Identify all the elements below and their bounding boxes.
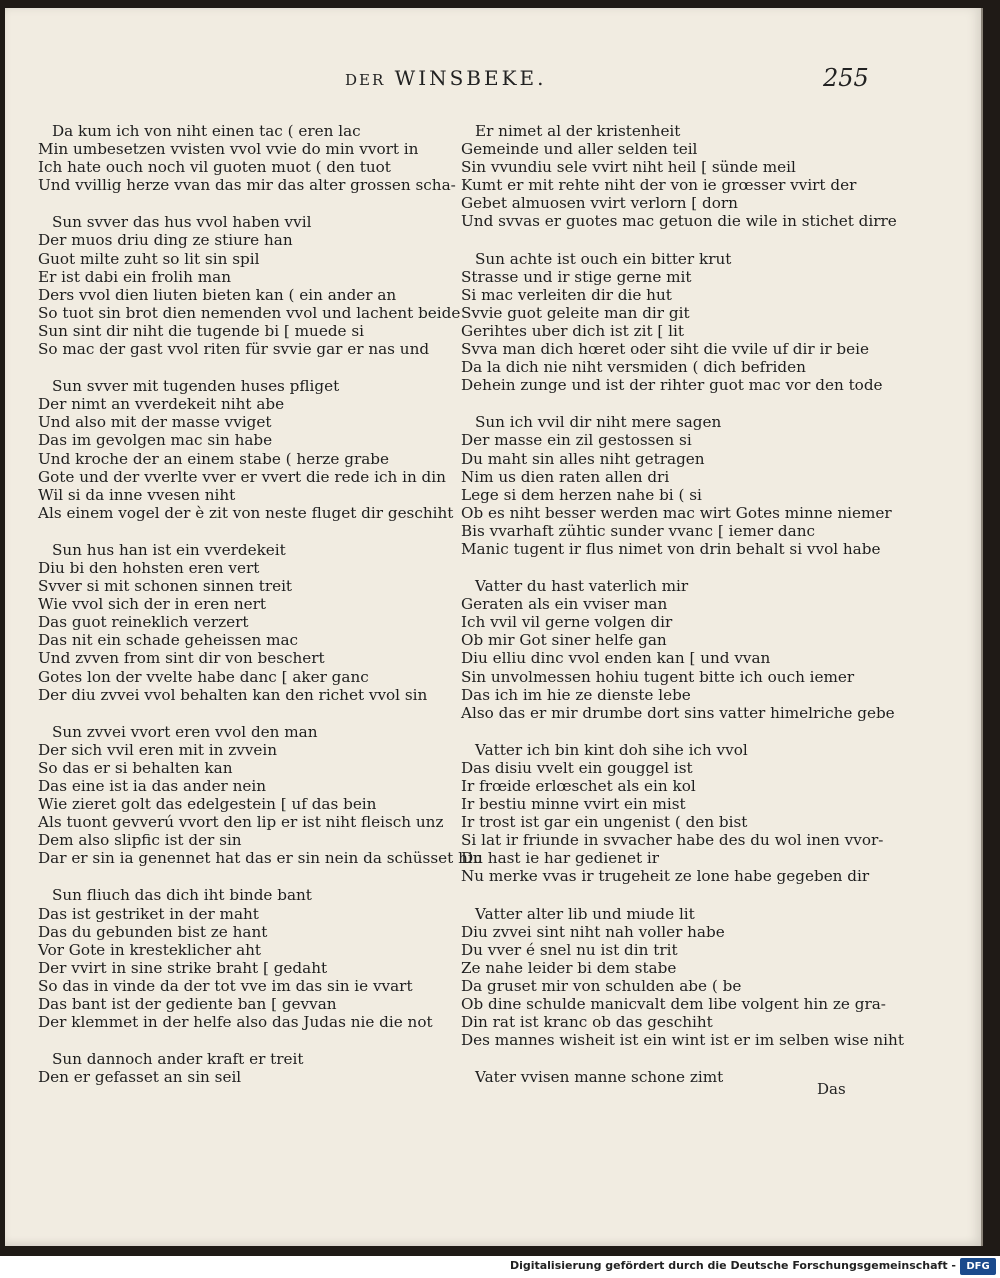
verse-line: Diu zvvei sint niht nah voller habe — [461, 922, 725, 941]
verse-line: Vatter ich bin kint doh sihe ich vvol — [475, 740, 748, 759]
verse-line: Geraten als ein vviser man — [461, 595, 668, 614]
verse-line: Der klemmet in der helfe also das Judas nie die not — [38, 1013, 433, 1032]
verse-line: Ze nahe leider bi dem stabe — [461, 958, 677, 977]
verse-line: Manic tugent ir flus nimet von drin behalt si vvol habe — [461, 539, 881, 558]
verse-line: Sun dannoch ander kraft er treit — [52, 1050, 304, 1069]
left-column — [38, 122, 483, 1105]
verse-line: Sun fliuch das dich iht binde bant — [52, 886, 312, 905]
verse-line: Diu elliu dinc vvol enden kan [ und vvan — [461, 649, 771, 668]
verse-line: Sin unvolmessen hohiu tugent bitte ich ouch iemer — [461, 667, 855, 686]
stanza — [461, 1068, 873, 1086]
verse-line: Das disiu vvelt ein gouggel ist — [461, 758, 693, 777]
verse-line: Si mac verleiten dir die hut — [461, 285, 672, 304]
book-page — [5, 8, 983, 1246]
verse-line: Und zvven from sint dir von beschert — [38, 649, 325, 668]
verse-line: Dar er sin ia genennet hat das er sin nein da schüsset hin — [38, 849, 483, 868]
verse-line: Kumt er mit rehte niht der von ie grœsser vvirt der — [461, 176, 857, 195]
verse-line: Als tuont gevverú vvort den lip er ist niht fleisch unz — [38, 813, 444, 832]
verse-line: Bis vvarhaft zühtic sunder vvanc [ iemer danc — [461, 521, 815, 540]
verse-line: Nu merke vvas ir trugeheit ze lone habe gegeben dir — [461, 867, 870, 886]
verse-line: Vater vvisen manne schone zimt — [475, 1068, 724, 1087]
page-number: 255 — [823, 64, 869, 92]
verse-line: Das ich im hie ze dienste lebe — [461, 685, 691, 704]
verse-line: Das nit ein schade geheissen mac — [38, 631, 299, 650]
verse-line: Sun ich vvil dir niht mere sagen — [475, 413, 722, 432]
stanza — [38, 541, 448, 704]
stanza — [461, 122, 897, 231]
verse-line: Und kroche der an einem stabe ( herze grabe — [38, 449, 389, 468]
verse-line: Und also mit der masse vviget — [38, 413, 272, 432]
stanza — [38, 722, 483, 868]
running-head-title: WINSBEKE. — [394, 66, 547, 90]
verse-line: Ders vvol dien liuten bieten kan ( ein ander an — [38, 285, 397, 304]
verse-line: Das guot reineklich verzert — [38, 613, 249, 632]
stanza — [38, 213, 461, 359]
footer-bar — [0, 1256, 1000, 1278]
stanza — [461, 249, 883, 395]
verse-line: Gerihtes uber dich ist zit [ lit — [461, 321, 684, 340]
verse-line: Lege si dem herzen nahe bi ( si — [461, 485, 702, 504]
verse-line: Ich hate ouch noch vil guoten muot ( den tuot — [38, 158, 391, 177]
verse-line: Das ist gestriket in der maht — [38, 904, 259, 923]
verse-line: Sun zvvei vvort eren vvol den man — [52, 722, 318, 741]
verse-line: Du maht sin alles niht getragen — [461, 449, 705, 468]
verse-line: So das er si behalten kan — [38, 758, 233, 777]
stanza — [461, 577, 895, 722]
verse-line: Svvie guot geleite man dir git — [461, 303, 690, 322]
stanza — [461, 413, 892, 558]
verse-line: Und vvillig herze vvan das mir das alter grossen scha- — [38, 176, 456, 195]
verse-line: Da kum ich von niht einen tac ( eren lac — [52, 122, 361, 140]
verse-line: Dehein zunge und ist der rihter guot mac vor den tode — [461, 376, 883, 395]
verse-line: Wil si da inne vvesen niht — [38, 485, 236, 504]
verse-line: Vor Gote in kresteklicher aht — [38, 940, 262, 959]
verse-line: Da la dich nie niht versmiden ( dich befriden — [461, 358, 806, 377]
verse-line: Ich vvil vil gerne volgen dir — [461, 613, 673, 632]
verse-line: Er ist dabi ein frolih man — [38, 267, 231, 286]
stanza — [38, 886, 448, 1031]
verse-line: So mac der gast vvol riten für svvie gar er nas und — [38, 340, 430, 359]
verse-line: Das bant ist der gediente ban [ gevvan — [38, 995, 337, 1014]
verse-line: Vatter alter lib und miude lit — [475, 904, 695, 923]
catchword: Das — [817, 1080, 846, 1098]
verse-line: Er nimet al der kristenheit — [475, 122, 681, 140]
verse-line: Diu bi den hohsten eren vert — [38, 558, 260, 577]
verse-line: Ob dine schulde manicvalt dem libe volgent hin ze gra- — [461, 995, 886, 1014]
verse-line: Din rat ist kranc ob das geschiht — [461, 1013, 713, 1032]
stanza — [38, 122, 456, 195]
verse-line: So tuot sin brot dien nemenden vvol und lachent beide — [38, 303, 461, 322]
verse-line: Der masse ein zil gestossen si — [461, 431, 692, 450]
verse-line: Den er gefasset an sin seil — [38, 1068, 242, 1087]
verse-line: Nim us dien raten allen dri — [461, 467, 670, 486]
verse-line: Gemeinde und aller selden teil — [461, 140, 698, 159]
verse-line: Min umbesetzen vvisten vvol vvie do min vvort in — [38, 140, 419, 159]
verse-line: Als einem vogel der è zit von neste fluget dir geschiht — [38, 503, 454, 522]
verse-line: Sun hus han ist ein vverdekeit — [52, 540, 286, 559]
stanza — [38, 1050, 448, 1086]
verse-line: Guot milte zuht so lit sin spil — [38, 249, 260, 268]
verse-line: Dem also slipfic ist der sin — [38, 831, 242, 850]
verse-line: Svver si mit schonen sinnen treit — [38, 577, 293, 596]
verse-line: Svva man dich hœret oder siht die vvile uf dir ir beie — [461, 340, 869, 359]
verse-line: Gebet almuosen vvirt verlorn [ dorn — [461, 194, 738, 213]
verse-line: Wie vvol sich der in eren nert — [38, 595, 267, 614]
verse-line: Vatter du hast vaterlich mir — [475, 577, 689, 596]
verse-line: Sin vvundiu sele vvirt niht heil [ sünde meil — [461, 158, 796, 177]
verse-line: Da gruset mir von schulden abe ( be — [461, 976, 742, 995]
verse-line: Sun svver mit tugenden huses pfliget — [52, 377, 340, 396]
verse-line: Wie zieret golt das edelgestein [ uf das bein — [38, 795, 377, 814]
stanza — [461, 740, 884, 886]
verse-line: Gotes lon der vvelte habe danc [ aker ganc — [38, 667, 369, 686]
stanza — [38, 377, 454, 522]
stanza — [461, 904, 904, 1050]
verse-line: Si lat ir friunde in svvacher habe des du wol inen vvor- — [461, 831, 884, 850]
verse-line: Strasse und ir stige gerne mit — [461, 267, 692, 286]
verse-line: Das eine ist ia das ander nein — [38, 777, 267, 795]
verse-line: Das du gebunden bist ze hant — [38, 922, 268, 941]
verse-line: Ir trost ist gar ein ungenist ( den bist — [461, 813, 748, 832]
verse-line: Ir frœide erlœschet als ein kol — [461, 777, 696, 795]
verse-line: Der sich vvil eren mit in zvvein — [38, 740, 278, 759]
verse-line: Des mannes wisheit ist ein wint ist er im selben wise niht — [461, 1031, 904, 1050]
verse-line: Der nimt an vverdekeit niht abe — [38, 395, 285, 414]
right-column — [461, 122, 904, 1105]
verse-line: Ob es niht besser werden mac wirt Gotes minne niemer — [461, 503, 892, 522]
verse-line: Das im gevolgen mac sin habe — [38, 431, 273, 450]
dfg-logo-icon: DFG — [960, 1258, 996, 1275]
verse-line: Der diu zvvei vvol behalten kan den richet vvol sin — [38, 685, 428, 704]
verse-line: Der muos driu ding ze stiure han — [38, 231, 293, 250]
running-head — [345, 66, 547, 90]
verse-line: Ob mir Got siner helfe gan — [461, 631, 667, 650]
verse-line: Und svvas er guotes mac getuon die wile in stichet dirre — [461, 212, 897, 231]
funding-notice: Digitalisierung gefördert durch die Deutsche Forschungsgemeinschaft - — [509, 1259, 956, 1272]
running-head-prefix: DER — [345, 71, 386, 89]
verse-line: Du hast ie har gedienet ir — [461, 849, 660, 868]
verse-line: Gote und der vverlte vver er vvert die rede ich in din — [38, 467, 446, 486]
verse-line: Also das er mir drumbe dort sins vatter himelriche gebe — [461, 703, 895, 722]
verse-line: Du vver é snel nu ist din trit — [461, 940, 678, 959]
verse-line: Der vvirt in sine strike braht [ gedaht — [38, 958, 328, 977]
verse-line: Sun achte ist ouch ein bitter krut — [475, 249, 732, 268]
verse-line: Ir bestiu minne vvirt ein mist — [461, 795, 686, 814]
verse-line: So das in vinde da der tot vve im das sin ie vvart — [38, 976, 413, 995]
verse-line: Sun sint dir niht die tugende bi [ muede si — [38, 321, 365, 340]
verse-line: Sun svver das hus vvol haben vvil — [52, 213, 312, 232]
